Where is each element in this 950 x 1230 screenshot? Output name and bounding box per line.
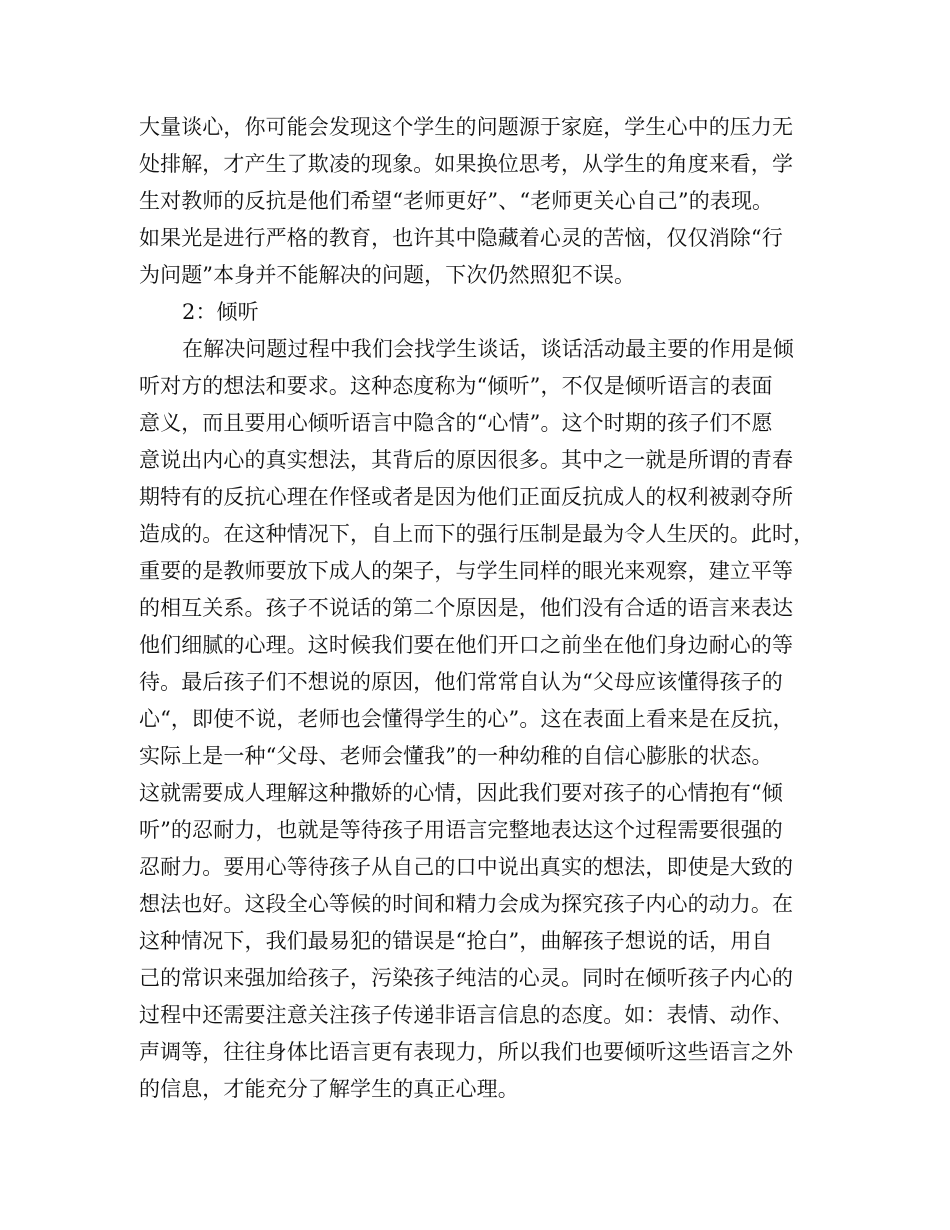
text-line: 的信息，才能充分了解学生的真正心理。 bbox=[139, 1077, 519, 1101]
text-line: 听对方的想法和要求。这种态度称为“倾听”，不仅是倾听语言的表面 bbox=[139, 374, 773, 398]
text-line: 期特有的反抗心理在作怪或者是因为他们正面反抗成人的权利被剥夺所 bbox=[139, 485, 794, 509]
text-line: 这就需要成人理解这种撒娇的心情，因此我们要对孩子的心情抱有“倾 bbox=[139, 781, 783, 805]
text-line: 大量谈心，你可能会发现这个学生的问题源于家庭，学生心中的压力无 bbox=[139, 115, 794, 139]
text-line: 听”的忍耐力，也就是等待孩子用语言完整地表达这个过程需要很强的 bbox=[139, 818, 783, 842]
text-line: 重要的是教师要放下成人的架子，与学生同样的眼光来观察，建立平等 bbox=[139, 559, 794, 583]
text-line: 这种情况下，我们最易犯的错误是“抢白”，曲解孩子想说的话，用自 bbox=[139, 929, 773, 953]
text-line: 处排解，才产生了欺凌的现象。如果换位思考，从学生的角度来看，学 bbox=[139, 152, 794, 176]
text-line: 心“，即使不说，老师也会懂得学生的心”。这在表面上看来是在反抗， bbox=[139, 707, 794, 731]
text-line: 生对教师的反抗是他们希望“老师更好”、“老师更关心自己”的表现。 bbox=[139, 189, 774, 213]
text-line: 在解决问题过程中我们会找学生谈话，谈话活动最主要的作用是倾 bbox=[182, 337, 794, 361]
text-line: 意义，而且要用心倾听语言中隐含的“心情”。这个时期的孩子们不愿 bbox=[139, 411, 773, 435]
text-line: 如果光是进行严格的教育，也许其中隐藏着心灵的苦恼，仅仅消除“行 bbox=[139, 226, 783, 250]
text-line: 意说出内心的真实想法，其背后的原因很多。其中之一就是所谓的青春 bbox=[139, 448, 794, 472]
text-line: 为问题”本身并不能解决的问题，下次仍然照犯不误。 bbox=[139, 263, 636, 287]
text-line: 声调等，往往身体比语言更有表现力，所以我们也要倾听这些语言之外 bbox=[139, 1040, 794, 1064]
text-line: 想法也好。这段全心等候的时间和精力会成为探究孩子内心的动力。在 bbox=[139, 892, 794, 916]
text-line: 他们细腻的心理。这时候我们要在他们开口之前坐在他们身边耐心的等 bbox=[139, 633, 794, 657]
text-line: 过程中还需要注意关注孩子传递非语言信息的态度。如：表情、动作、 bbox=[139, 1003, 794, 1027]
text-line: 的相互关系。孩子不说话的第二个原因是，他们没有合适的语言来表达 bbox=[139, 596, 794, 620]
text-line: 己的常识来强加给孩子，污染孩子纯洁的心灵。同时在倾听孩子内心的 bbox=[139, 966, 794, 990]
text-line: 实际上是一种“父母、老师会懂我”的一种幼稚的自信心膨胀的状态。 bbox=[139, 744, 773, 768]
section-heading: 2：倾听 bbox=[182, 300, 259, 324]
text-line: 忍耐力。要用心等待孩子从自己的口中说出真实的想法，即使是大致的 bbox=[139, 855, 794, 879]
text-line: 待。最后孩子们不想说的原因，他们常常自认为“父母应该懂得孩子的 bbox=[139, 670, 783, 694]
text-line: 造成的。在这种情况下，自上而下的强行压制是最为令人生厌的。此时， bbox=[139, 522, 815, 546]
